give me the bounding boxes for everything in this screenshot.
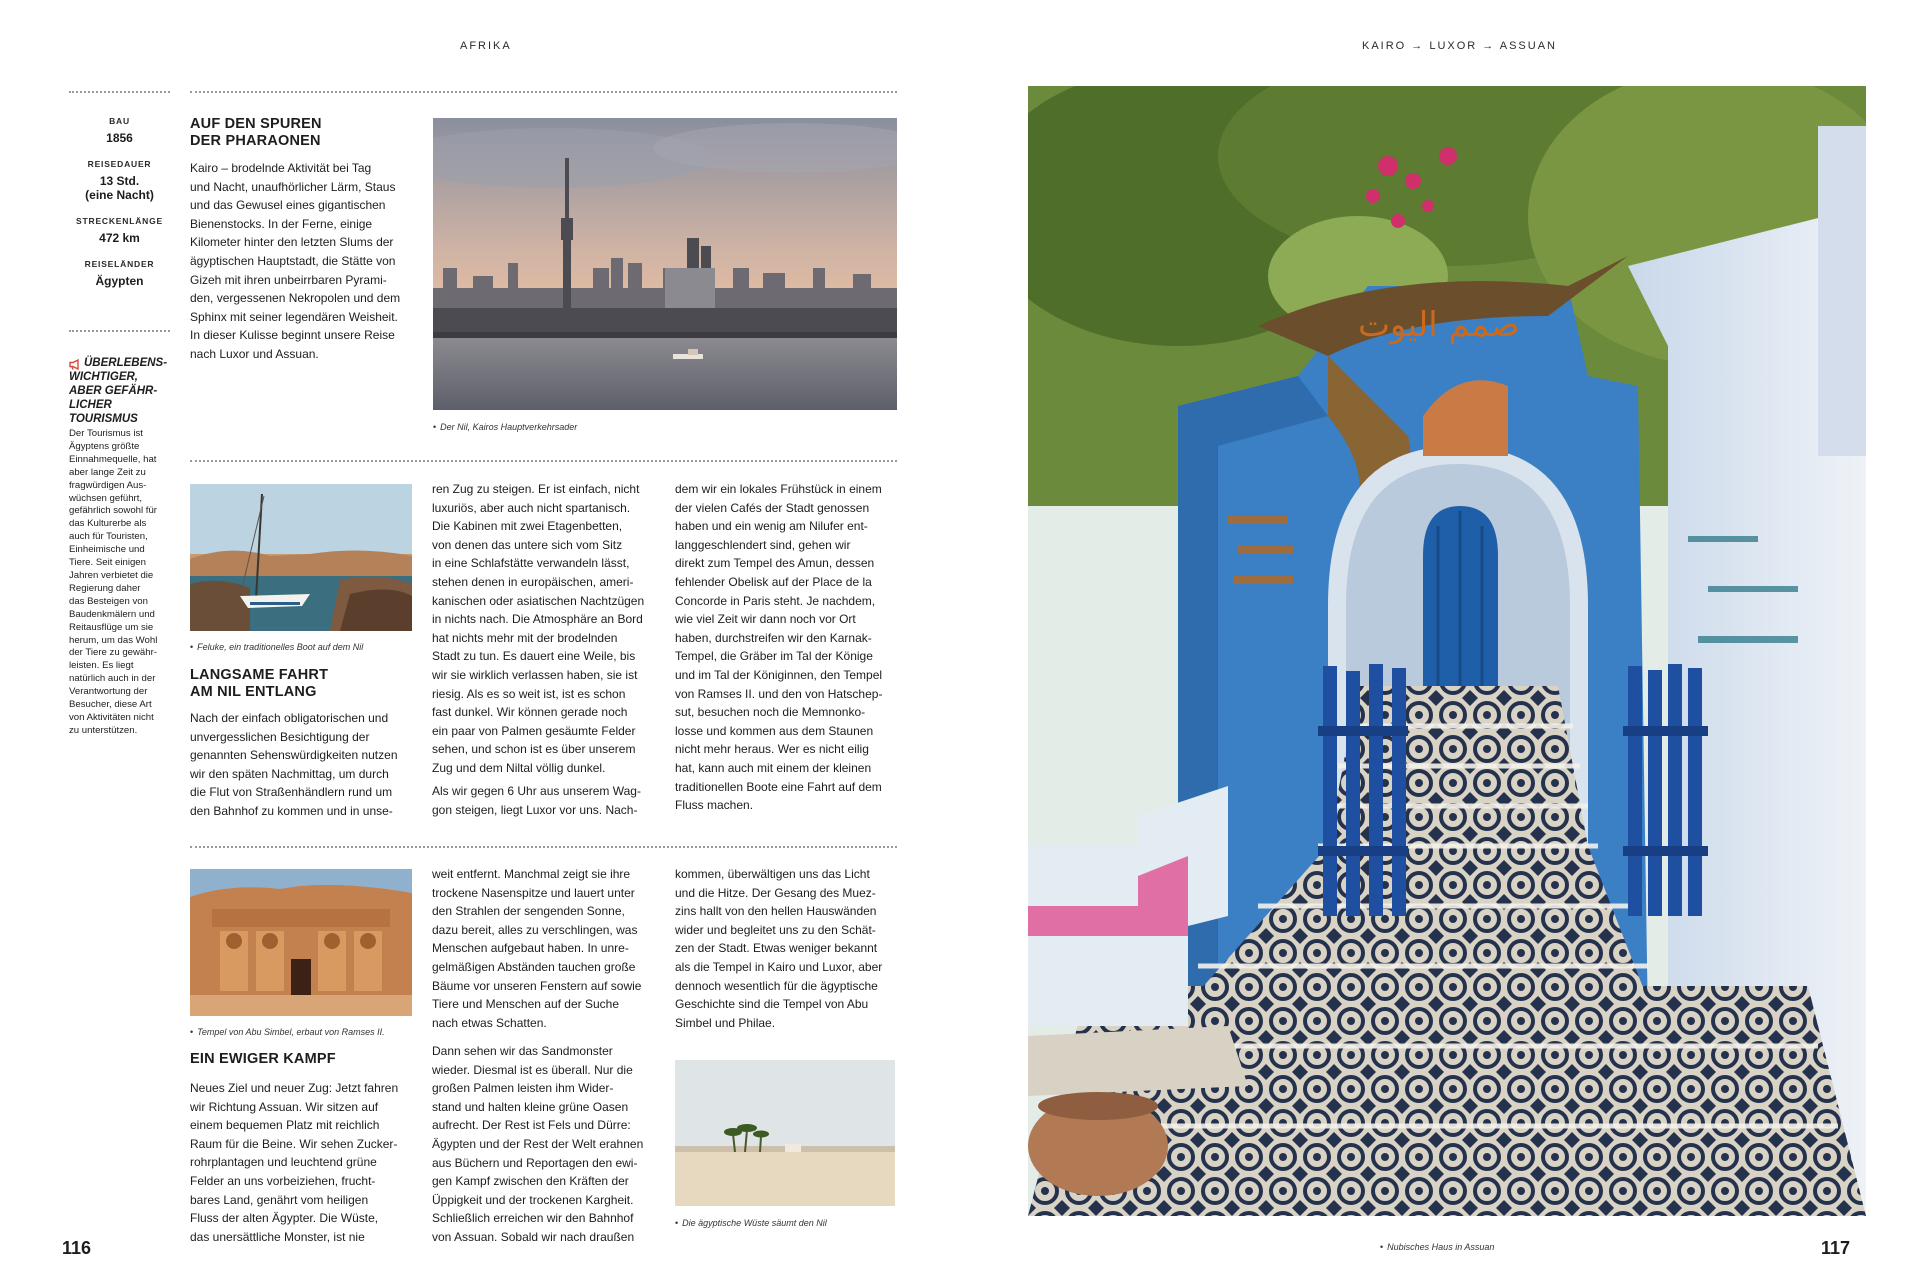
photo-caption: • Nubisches Haus in Assuan xyxy=(1380,1242,1495,1252)
text-line: Tiere und Menschen auf der Suche xyxy=(432,997,620,1012)
text-line: von Assuan. Sobald wir nach draußen xyxy=(432,1229,635,1244)
text-line: luxuriös, aber auch nicht spartanisch. xyxy=(432,500,631,515)
section-body xyxy=(190,1079,412,1246)
stat-label: BAU xyxy=(109,116,130,126)
text-line: Fluss der alten Ägypter. Die Wüste, xyxy=(190,1211,379,1226)
stat-label: STRECKENLÄNGE xyxy=(76,216,163,226)
text-line: Baudenkmälern und xyxy=(69,608,155,620)
text-line: nach Luxor und Assuan. xyxy=(190,346,319,361)
running-head-left: AFRIKA xyxy=(460,40,512,52)
text-line: Tempel, die Gräber im Tal der Könige xyxy=(675,649,873,664)
text-line: Üppigkeit und der trockenen Kargheit. xyxy=(432,1192,634,1207)
text-line: stehen denen in europäischen, ameri- xyxy=(432,574,634,589)
text-line: Geschichte sind die Tempel von Abu xyxy=(675,997,869,1012)
text-line: wider und begleitet uns zu den Schät- xyxy=(675,922,876,937)
section-heading-line: LANGSAME FAHRT xyxy=(190,667,329,683)
sidebar-heading-line: ÜBERLEBENS- xyxy=(84,357,168,369)
text-line: fast dunkel. Wir können gerade noch xyxy=(432,705,628,720)
text-line: Besucher, diese Art xyxy=(69,699,152,711)
section-body xyxy=(675,480,897,815)
text-line: In dieser Kulisse beginnt unsere Reise xyxy=(190,328,395,343)
text-line: hat, kann auch mit einem der kleinen xyxy=(675,760,872,775)
stat-label: REISEDAUER xyxy=(87,159,152,169)
text-line: genannten Sehenswürdigkeiten nutzen xyxy=(190,748,398,763)
section-body xyxy=(432,782,654,819)
text-line: Ägypten und der Rest der Welt erahnen xyxy=(432,1136,644,1151)
text-line: das Kulturerbe als xyxy=(69,518,147,530)
text-line: wieder. Diesmal ist es überall. Nur die xyxy=(432,1062,633,1077)
sidebar-heading-line: TOURISMUS xyxy=(69,413,138,425)
text-line: wüchsen geführt, xyxy=(69,492,143,504)
text-line: zen der Stadt. Etwas weniger bekannt xyxy=(675,941,878,956)
text-line: trockene Nasenspitze und lauert unter xyxy=(432,885,635,900)
text-line: wir den späten Nachmittag, um durch xyxy=(190,766,389,781)
section-body xyxy=(190,709,412,821)
text-line: von Aktivitäten nicht xyxy=(69,711,154,723)
photo-caption: • Tempel von Abu Simbel, erbaut von Ramses II. xyxy=(190,1027,385,1037)
text-line: Jahren verbietet die xyxy=(69,569,154,581)
section-heading xyxy=(190,116,420,150)
text-line: das Besteigen von xyxy=(69,595,148,607)
megaphone-icon xyxy=(69,357,81,368)
text-line: in nichts nach. Die Atmosphäre an Bord xyxy=(432,612,643,627)
text-line: kanischen oder asiatischen Nachtzügen xyxy=(432,593,645,608)
text-line: Tiere. Seit einigen xyxy=(69,557,146,569)
text-line: haben, durchstreifen wir den Karnak- xyxy=(675,630,872,645)
text-line: dem wir ein lokales Frühstück in einem xyxy=(675,482,882,496)
text-line: dennoch wesentlich für die ägyptische xyxy=(675,978,878,993)
text-line: weit entfernt. Manchmal zeigt sie ihre xyxy=(432,867,631,881)
text-line: als die Tempel in Kairo und Luxor, aber xyxy=(675,959,883,974)
text-line: Zug und dem Niltal völlig dunkel. xyxy=(432,760,606,775)
text-line: Reitausflüge um sie xyxy=(69,621,154,633)
text-line: Simbel und Philae. xyxy=(675,1015,776,1030)
section-heading-line: AUF DEN SPUREN xyxy=(190,116,322,132)
text-line: kommen, überwältigen uns das Licht xyxy=(675,867,870,881)
text-line: von Ramses II. und den von Hatschep- xyxy=(675,686,883,701)
text-line: Sphinx mit seiner legendären Weisheit. xyxy=(190,309,398,324)
photo-caption: • Die ägyptische Wüste säumt den Nil xyxy=(675,1218,827,1228)
text-line: Stadt zu tun. Es dauert eine Weile, bis xyxy=(432,649,636,664)
text-line: sehen, und schon ist es über unserem xyxy=(432,742,636,757)
text-line: der Tiere zu gewähr- xyxy=(69,647,157,659)
stat-value xyxy=(69,174,170,202)
stat-value-line: 13 Std. xyxy=(99,174,140,188)
text-line: zins hallt von den hellen Hauswänden xyxy=(675,904,877,919)
dotted-rule xyxy=(69,91,170,93)
photo-caption: • Feluke, ein traditionelles Boot auf dem Nil xyxy=(190,642,364,652)
text-line: rohrplantagen und leuchtend grüne xyxy=(190,1155,377,1170)
text-line: ägyptischen Hauptstadt, die Stätte von xyxy=(190,253,396,268)
text-line: den Strahlen der sengenden Sonne, xyxy=(432,904,625,919)
nubian-house-photo xyxy=(1028,86,1866,1216)
text-line: zu unterstützen. xyxy=(69,724,138,736)
text-line: Felder an uns vorbeiziehen, frucht- xyxy=(190,1173,376,1188)
text-line: Concorde in Paris steht. Je nachdem, xyxy=(675,593,876,608)
text-line: Die Kabinen mit zwei Etagenbetten, xyxy=(432,519,623,534)
text-line: fragwürdigen Aus- xyxy=(69,479,147,491)
sidebar-body xyxy=(69,428,175,738)
text-line: Ägyptens größte xyxy=(69,440,140,452)
text-line: gon steigen, liegt Luxor vor uns. Nach- xyxy=(432,802,638,817)
text-line: und im Tal der Königinnen, den Tempel xyxy=(675,667,883,682)
dotted-rule xyxy=(69,330,170,332)
text-line: und die Hitze. Der Gesang des Muez- xyxy=(675,885,876,900)
text-line: Der Tourismus ist xyxy=(69,428,143,439)
sidebar-heading-line: WICHTIGER, xyxy=(69,371,138,383)
text-line: Kairo – brodelnde Aktivität bei Tag xyxy=(190,161,372,175)
dotted-rule xyxy=(190,91,897,93)
text-line: wir sie wirklich verlassen haben, sie ist xyxy=(432,667,638,682)
text-line: Dann sehen wir das Sandmonster xyxy=(432,1044,613,1058)
text-line: in eine Schlafstätte verwandeln lässt, xyxy=(432,556,630,571)
text-line: gen Kampf zwischen den Kräften der xyxy=(432,1174,629,1189)
section-heading-line: AM NIL ENTLANG xyxy=(190,684,317,700)
text-line: den Bahnhof zu kommen und in unse- xyxy=(190,803,393,818)
text-line: ein paar von Palmen gesäumte Felder xyxy=(432,723,636,738)
text-line: aus Büchern und Reportagen den ewi- xyxy=(432,1155,638,1170)
text-line: Gizeh mit ihren unbeirrbaren Pyrami- xyxy=(190,272,387,287)
text-line: Nach der einfach obligatorischen und xyxy=(190,711,389,725)
text-line: riesig. Als es so weit ist, ist es schon xyxy=(432,686,626,701)
text-line: stand und halten kleine grüne Oasen xyxy=(432,1099,629,1114)
text-line: Bäume vor unseren Fenstern auf sowie xyxy=(432,978,642,993)
stat-value: 1856 xyxy=(106,131,133,145)
text-line: Menschen aufgebaut haben. In unre- xyxy=(432,941,629,956)
text-line: Schließlich erreichen wir den Bahnhof xyxy=(432,1211,634,1226)
running-head-right: KAIRO → LUXOR → ASSUAN xyxy=(1362,40,1557,52)
text-line: von denen das untere sich vom Sitz xyxy=(432,537,623,552)
text-line: den, vergessenen Nekropolen und dem xyxy=(190,291,401,306)
dotted-rule xyxy=(190,460,897,462)
abu-simbel-photo xyxy=(190,869,412,1016)
text-line: langgeschlendert sind, gehen wir xyxy=(675,537,851,552)
sidebar-heading-line: LICHER xyxy=(69,399,112,411)
section-body xyxy=(675,865,897,1032)
text-line: natürlich auch in der xyxy=(69,673,156,685)
text-line: gelmäßigen Abständen tauchen große xyxy=(432,959,636,974)
text-line: das unersättliche Monster, ist nie xyxy=(190,1229,365,1244)
section-body xyxy=(190,159,420,364)
text-line: Einheimische und xyxy=(69,544,145,556)
stats-box xyxy=(69,116,170,288)
text-line: nach etwas Schatten. xyxy=(432,1015,547,1030)
photo-caption: • Der Nil, Kairos Hauptverkehrsader xyxy=(433,422,578,432)
text-line: Neues Ziel und neuer Zug: Jetzt fahren xyxy=(190,1081,399,1095)
dotted-rule xyxy=(190,846,897,848)
section-heading-line: DER PHARAONEN xyxy=(190,133,321,149)
stat-label: REISELÄNDER xyxy=(84,259,155,269)
text-line: wie viel Zeit wir dann noch vor Ort xyxy=(675,612,856,627)
section-body xyxy=(432,1042,654,1247)
text-line: wir Richtung Assuan. Wir sitzen auf xyxy=(190,1099,379,1114)
text-line: unvergesslichen Besichtigung der xyxy=(190,729,370,744)
text-line: der vielen Cafés der Stadt genossen xyxy=(675,500,870,515)
house-sign-text: صمم اليوت xyxy=(1358,305,1520,345)
text-line: herum, um das Wohl xyxy=(69,634,158,646)
text-line: losse und kommen aus dem Staunen xyxy=(675,723,874,738)
sidebar-box xyxy=(69,356,175,738)
page-number-right: 117 xyxy=(1821,1238,1851,1258)
text-line: direkt zum Tempel des Amun, dessen xyxy=(675,556,875,571)
text-line: leisten. Es liegt xyxy=(69,660,134,672)
text-line: Als wir gegen 6 Uhr aus unserem Wag- xyxy=(432,784,641,798)
text-line: Regierung daher xyxy=(69,582,141,594)
text-line: großen Palmen leisten ihm Wider- xyxy=(432,1081,614,1096)
stat-value: 472 km xyxy=(99,231,140,245)
stat-value: Ägypten xyxy=(95,274,144,288)
text-line: Fluss machen. xyxy=(675,798,754,813)
text-line: aufrecht. Der Rest ist Fels und Dürre: xyxy=(432,1118,631,1133)
text-line: Kilometer hinter den letzten Slums der xyxy=(190,235,394,250)
text-line: Bienenstocks. In der Ferne, einige xyxy=(190,216,373,231)
text-line: gefährlich sowohl für xyxy=(69,505,157,517)
text-line: die Flut von Straßenhändlern rund um xyxy=(190,785,393,800)
stat-value-line: (eine Nacht) xyxy=(85,188,154,202)
text-line: und das Gewusel eines gigantischen xyxy=(190,198,386,213)
text-line: hat nichts mehr mit der brodelnden xyxy=(432,630,618,645)
text-line: haben und ein wenig am Nilufer ent- xyxy=(675,519,868,534)
text-line: Raum für die Beine. Wir sehen Zucker- xyxy=(190,1136,398,1151)
desert-oasis-photo xyxy=(675,1060,895,1206)
section-body xyxy=(432,480,654,778)
page-number-left: 116 xyxy=(62,1238,92,1258)
text-line: ren Zug zu steigen. Er ist einfach, nicht xyxy=(432,482,640,496)
text-line: sut, besuchen noch die Memnonko- xyxy=(675,705,866,720)
section-heading xyxy=(190,667,412,701)
cairo-skyline-photo xyxy=(433,118,897,410)
text-line: fehlender Obelisk auf der Place de la xyxy=(675,574,872,589)
text-line: Einnahmequelle, hat xyxy=(69,453,157,465)
text-line: dazu bereit, alles zu verschlingen, was xyxy=(432,922,638,937)
text-line: bares Land, genährt vom heiligen xyxy=(190,1192,369,1207)
section-body xyxy=(432,865,654,1032)
sidebar-heading xyxy=(69,356,175,426)
sidebar-heading-line: ABER GEFÄHR- xyxy=(69,385,158,397)
text-line: Verantwortung der xyxy=(69,686,148,698)
text-line: einem bequemen Platz mit reichlich xyxy=(190,1118,380,1133)
text-line: aber lange Zeit zu xyxy=(69,466,146,478)
text-line: traditionellen Boote eine Fahrt auf dem xyxy=(675,779,882,794)
felucca-photo xyxy=(190,484,412,631)
text-line: auch für Touristen, xyxy=(69,531,148,543)
text-line: nicht mehr heraus. Wer es nicht eilig xyxy=(675,742,869,757)
section-heading: EIN EWIGER KAMPF xyxy=(190,1051,336,1067)
text-line: und Nacht, unaufhörlicher Lärm, Staus xyxy=(190,179,396,194)
